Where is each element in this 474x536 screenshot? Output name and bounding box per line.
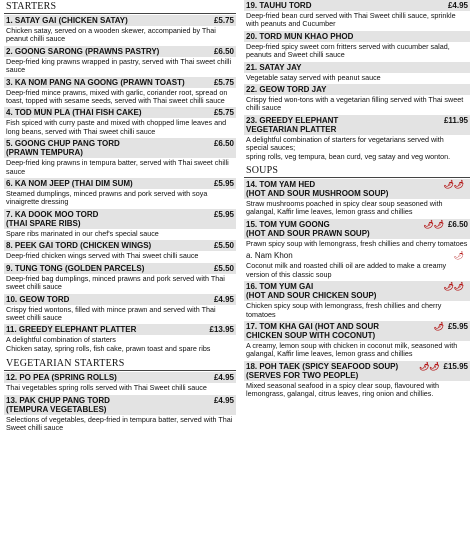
menu-item-price: £13.95 (209, 325, 234, 335)
chili-icon: 🌶🌶 (423, 219, 444, 229)
menu-item-name: a. Nam Khon (246, 251, 293, 261)
menu-item-description: Selections of vegetables, deep-fried in tempura batter, served with Thai Sweet chilli sauce (6, 414, 233, 432)
menu-item-header (244, 219, 470, 239)
menu-item-price: £5.95 (213, 209, 234, 219)
menu-item-header (244, 361, 470, 381)
menu-item-name: 10. GEOW TORD (6, 294, 70, 304)
menu-item (244, 84, 470, 115)
menu-item-description: Deep-fried king prawns in tempura batter, served with Thai sweet chilli sauce (6, 158, 229, 176)
menu-item-price: £4.95 (213, 294, 234, 304)
menu-item-name: 17. TOM KHA GAI (HOT AND SOUR CHICKEN SOUP WITH COCONUT) (246, 321, 380, 340)
chili-icon: 🌶 (453, 251, 464, 261)
chili-icon: 🌶🌶 (443, 282, 464, 292)
menu-item (4, 240, 236, 262)
menu-item-price: £11.95 (443, 115, 468, 125)
menu-item-price: £6.50 (213, 139, 234, 149)
menu-item (244, 219, 470, 250)
menu-item-header (244, 321, 470, 341)
right-column (244, 0, 470, 401)
menu-item (4, 209, 236, 240)
menu-item-description: Coconut milk and roasted chilli oil are added to make a creamy version of this classic soup (246, 261, 447, 279)
menu-item (4, 324, 236, 355)
menu-item (4, 263, 236, 294)
menu-item-name: 20. TORD MUN KHAO PHOD (246, 31, 354, 41)
section-title-starters: STARTERS (4, 0, 236, 14)
menu-item-name: 2. GOONG SARONG (PRAWNS PASTRY) (6, 46, 160, 56)
menu-item-header (244, 84, 470, 95)
menu-item-description: Deep-fried mince prawns, mixed with garlic, coriander root, spread on toast, topped with sesame seeds, served with Thai sweet chilli sauce (6, 87, 228, 106)
menu-item-name: 4. TOD MUN PLA (THAI FISH CAKE) (6, 108, 142, 118)
menu-item-name: 5. GOONG CHUP PANG TORD (PRAWN TEMPURA) (6, 139, 120, 158)
menu-item-name: 11. GREEDY ELEPHANT PLATTER (6, 325, 137, 335)
menu-item (244, 31, 470, 62)
section-title-vegetarian-starters: VEGETARIAN STARTERS (4, 357, 236, 371)
menu-item-description: A creamy, lemon soup with chicken in coconut milk, seasoned with galangal, Kaffir lime leaves, lemon grass and chillies (246, 340, 458, 359)
menu-item-description: Spare ribs marinated in our chef's special sauce (6, 228, 159, 238)
menu-item-name: 3. KA NOM PANG NA GOONG (PRAWN TOAST) (6, 77, 185, 87)
menu-item-header (4, 107, 236, 118)
menu-item-description: Steamed dumplings, minced prawns and pork served with soya vinaigrette dressing (6, 189, 208, 207)
menu-item-header (4, 15, 236, 26)
menu-item-header (244, 31, 470, 42)
menu-item-price: £4.95 (447, 1, 468, 10)
menu-item-name: 12. PO PEA (SPRING ROLLS) (6, 373, 117, 383)
menu-item (244, 62, 470, 84)
chili-icon: 🌶🌶 (443, 180, 464, 190)
menu-item-header (4, 294, 236, 305)
menu-item-header (4, 46, 236, 57)
menu-item-name: 7. KA DOOK MOO TORD (THAI SPARE RIBS) (6, 209, 99, 228)
menu-item-name: 23. GREEDY ELEPHANT VEGETARIAN PLATTER (246, 115, 339, 134)
menu-item-price: £6.50 (447, 219, 468, 229)
menu-item-description: Deep-fried king prawns wrapped in pastry, served with Thai sweet chilli sauce (6, 56, 232, 75)
menu-item-header (4, 395, 236, 415)
menu-item-description: Mixed seasonal seafood in a spicy clear soup, flavoured with lemongrass, galangal, citrus leaves, ring onion and chillies. (246, 380, 439, 399)
menu-item-description: Straw mushrooms poached in spicy clear soup seasoned with galangal, Kaffir lime leaves, lemon grass and chillies (246, 199, 443, 217)
menu-item-name: 21. SATAY JAY (246, 62, 302, 72)
menu-item (4, 395, 236, 435)
menu-item (244, 0, 470, 31)
menu-item-name: 19. TAUHU TORD (246, 1, 312, 10)
menu-item-description: Deep-fried bean curd served with Thai Sweet chilli sauce, sprinkle with peanuts and Cucumber (246, 11, 456, 29)
menu-item-description: Prawn spicy soup with lemongrass, fresh chillies and cherry tomatoes (246, 238, 468, 248)
menu-item (4, 294, 236, 325)
menu-item-header (244, 115, 470, 135)
menu-item (4, 77, 236, 108)
menu-item (244, 250, 470, 281)
menu-item-description: A delightful combination of starters for vegetarians served with special sauces; spring rolls, veg tempura, bean curd, veg satay and veg wonton. (246, 134, 451, 161)
menu-item (244, 361, 470, 401)
menu-item-header (4, 263, 236, 274)
menu-item-price: £5.75 (213, 77, 234, 87)
menu-item-name: 16. TOM YUM GAI (HOT AND SOUR CHICKEN SOUP) (246, 282, 377, 301)
soups-list (244, 179, 470, 400)
menu-item (244, 179, 470, 219)
menu-item-name: 14. TOM YAM HED (HOT AND SOUR MUSHROOM SOUP) (246, 180, 389, 199)
menu-item-name: 9. TUNG TONG (GOLDEN PARCELS) (6, 263, 145, 273)
menu-item-description: Deep-fried bag dumplings, minced prawns and pork served with Thai sweet chilli sauce (6, 273, 225, 292)
menu-item-header (244, 62, 470, 73)
menu-item-price: £4.95 (213, 373, 234, 383)
menu-item-price: £5.75 (213, 16, 234, 25)
menu-item-price: £5.95 (447, 321, 468, 331)
section-title-soups: SOUPS (244, 164, 470, 178)
menu-item-price: £6.50 (213, 46, 234, 56)
menu-item (244, 281, 470, 321)
menu-item-description: A delightful combination of starters Chicken satay, spring rolls, fish cake, prawn toast and spare ribs (6, 335, 211, 353)
menu-item-header (244, 179, 470, 199)
menu-item (4, 46, 236, 77)
menu-item-description: Crispy fried won-tons with a vegetarian filling served with Thai sweet chilli sauce (246, 95, 464, 113)
menu-item-header (4, 138, 236, 158)
menu-item-header (4, 324, 236, 335)
menu-item-description: Chicken satay, served on a wooden skewer, accompanied by Thai peanut chilli sauce (6, 26, 216, 44)
menu-item (4, 138, 236, 178)
menu-item-description: Deep-fried chicken wings served with Thai sweet chilli sauce (6, 251, 199, 261)
menu-item (244, 115, 470, 163)
menu-item-name: 1. SATAY GAI (CHICKEN SATAY) (6, 16, 128, 25)
menu-item-name: 22. GEOW TORD JAY (246, 85, 327, 95)
menu-item-header (244, 250, 470, 261)
menu-item-description: Vegetable satay served with peanut sauce (246, 72, 381, 82)
menu-item-header (4, 209, 236, 229)
menu-item-name: 15. TOM YUM GOONG (HOT AND SOUR PRAWN SOUP) (246, 219, 370, 238)
vegetarian-starters-continued-list (244, 0, 470, 163)
menu-item-description: Thai vegetables spring rolls served with Thai Sweet chilli sauce (6, 383, 207, 393)
menu-item (244, 321, 470, 361)
menu-item-header (244, 281, 470, 301)
chili-icon: 🌶🌶 (419, 361, 440, 371)
menu-item-description: Crispy fried wontons, filled with mince prawn and served with Thai sweet chilli sauce (6, 304, 216, 322)
menu-item (4, 15, 236, 46)
menu-item-price: £5.50 (213, 263, 234, 273)
menu-item-price: £5.75 (213, 108, 234, 118)
menu-item-price: £5.95 (213, 179, 234, 189)
vegetarian-starters-list (4, 372, 236, 434)
menu-item-header (4, 77, 236, 88)
menu-item-description: Chicken spicy soup with lemongrass, fresh chillies and cherry tomatoes (246, 301, 442, 319)
menu-item (4, 178, 236, 209)
menu-item-name: 13. PAK CHUP PANG TORD (TEMPURA VEGETABLES) (6, 395, 110, 414)
menu-item-header (4, 372, 236, 383)
menu-item-price: £15.95 (443, 361, 468, 371)
menu-item-price: £5.50 (213, 241, 234, 251)
chili-icon: 🌶 (433, 321, 444, 331)
menu-item-description: Deep-fried spicy sweet corn fritters served with cucumber salad, peanuts and Sweet chilli sauce (246, 41, 450, 60)
menu-item-name: 6. KA NOM JEEP (THAI DIM SUM) (6, 179, 133, 189)
menu-item (4, 372, 236, 394)
menu-item-header (4, 178, 236, 189)
menu-item-name: 18. POH TAEK (SPICY SEAFOOD SOUP) (SERVES FOR TWO PEOPLE) (246, 361, 399, 380)
menu-item (4, 107, 236, 138)
menu-item-name: 8. PEEK GAI TORD (CHICKEN WINGS) (6, 241, 152, 251)
left-column (4, 0, 236, 434)
starters-list (4, 15, 236, 355)
menu-item-price: £4.95 (213, 395, 234, 405)
menu-item-header (244, 0, 470, 11)
menu-item-header (4, 240, 236, 251)
menu-item-description: Fish spiced with curry paste and mixed with chopped lime leaves and long beans, served with Thai sweet chilli sauce (6, 118, 227, 136)
